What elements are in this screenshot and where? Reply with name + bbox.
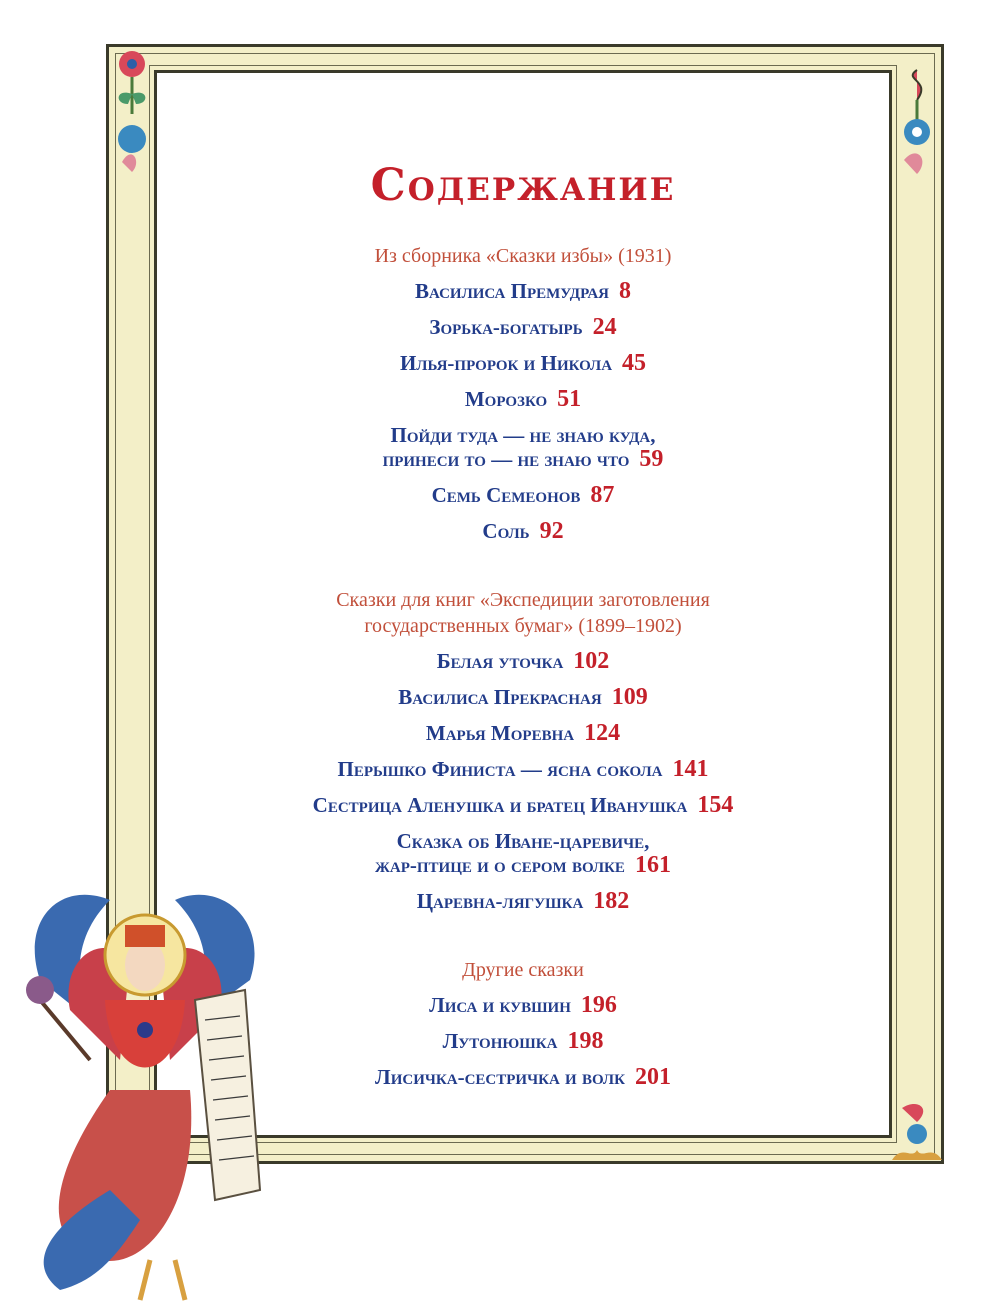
toc-entry[interactable] bbox=[154, 351, 892, 375]
section-title bbox=[154, 587, 892, 639]
page-number: 92 bbox=[539, 518, 564, 544]
flower-ornament-bottom-right-icon bbox=[892, 1100, 942, 1164]
page-number: 8 bbox=[619, 278, 631, 304]
entry-title: Марья Моревна bbox=[425, 721, 575, 745]
section-title-line: Другие сказки bbox=[462, 959, 584, 981]
entry-title: Перышко Финиста — ясна сокола bbox=[337, 757, 663, 781]
page-number: 109 bbox=[611, 684, 648, 710]
toc-entry[interactable] bbox=[154, 757, 892, 781]
toc-entry[interactable] bbox=[154, 993, 892, 1017]
page-number: 161 bbox=[634, 852, 671, 878]
page-number: 24 bbox=[592, 314, 617, 340]
toc-section bbox=[154, 957, 892, 1089]
entry-title: Царевна-лягушка bbox=[416, 889, 584, 913]
entry-title: Лутонюшка bbox=[442, 1029, 558, 1053]
entry-title: Зорька-богатырь bbox=[429, 315, 583, 339]
page-title: Содержание bbox=[370, 160, 676, 211]
flower-ornament-top-right-icon bbox=[892, 60, 942, 180]
section-title-line: Из сборника «Сказки избы» (1931) bbox=[374, 245, 672, 267]
page-number: 124 bbox=[584, 720, 621, 746]
toc-section bbox=[154, 243, 892, 543]
entry-title-line: Пойди туда — не знаю куда, bbox=[390, 423, 656, 447]
page-number: 201 bbox=[634, 1064, 671, 1090]
page-number: 196 bbox=[580, 992, 617, 1018]
toc-entry[interactable] bbox=[154, 423, 892, 471]
section-title bbox=[154, 243, 892, 269]
section-title-line: Сказки для книг «Экспедиции заготовления bbox=[336, 589, 710, 611]
page-number: 102 bbox=[573, 648, 610, 674]
entry-title: Василиса Прекрасная bbox=[398, 685, 602, 709]
toc-entry[interactable] bbox=[154, 1029, 892, 1053]
toc-entry[interactable] bbox=[154, 519, 892, 543]
entry-title: Илья-пророк и Никола bbox=[399, 351, 613, 375]
toc-entry[interactable] bbox=[154, 829, 892, 877]
toc-entry[interactable] bbox=[154, 483, 892, 507]
page-number: 59 bbox=[639, 446, 664, 472]
entry-title: Белая уточка bbox=[436, 649, 564, 673]
toc-entry[interactable] bbox=[154, 315, 892, 339]
entry-title-line: жар-птице и о сером волке bbox=[375, 853, 625, 877]
page-number: 182 bbox=[593, 888, 630, 914]
entry-title-line: Сказка об Иване-царевиче, bbox=[396, 829, 650, 853]
toc-section bbox=[154, 587, 892, 913]
entry-title: Морозко bbox=[464, 387, 548, 411]
section-title bbox=[154, 957, 892, 983]
page-number: 198 bbox=[567, 1028, 604, 1054]
toc-entry[interactable] bbox=[154, 685, 892, 709]
toc-entry[interactable] bbox=[154, 1065, 892, 1089]
page-number: 45 bbox=[622, 350, 647, 376]
entry-title: Лиса и кувшин bbox=[429, 993, 571, 1017]
entry-title: Сестрица Аленушка и братец Иванушка bbox=[312, 793, 688, 817]
entry-title: Семь Семеонов bbox=[431, 483, 581, 507]
toc-entry[interactable] bbox=[154, 889, 892, 913]
toc-entry[interactable] bbox=[154, 721, 892, 745]
entry-title-line: принеси то — не знаю что bbox=[382, 447, 630, 471]
flower-ornament-top-left-icon bbox=[108, 44, 156, 174]
page-number: 141 bbox=[672, 756, 709, 782]
entry-title: Василиса Премудрая bbox=[415, 279, 609, 303]
toc-entry[interactable] bbox=[154, 279, 892, 303]
toc-entry[interactable] bbox=[154, 649, 892, 673]
entry-title: Соль bbox=[482, 519, 530, 543]
table-of-contents bbox=[154, 70, 892, 1101]
toc-entry[interactable] bbox=[154, 793, 892, 817]
section-title-line: государственных бумаг» (1899–1902) bbox=[364, 615, 682, 637]
page-number: 51 bbox=[557, 386, 582, 412]
toc-entry[interactable] bbox=[154, 387, 892, 411]
entry-title: Лисичка-сестричка и волк bbox=[375, 1065, 625, 1089]
page-number: 154 bbox=[697, 792, 734, 818]
page-number: 87 bbox=[590, 482, 615, 508]
